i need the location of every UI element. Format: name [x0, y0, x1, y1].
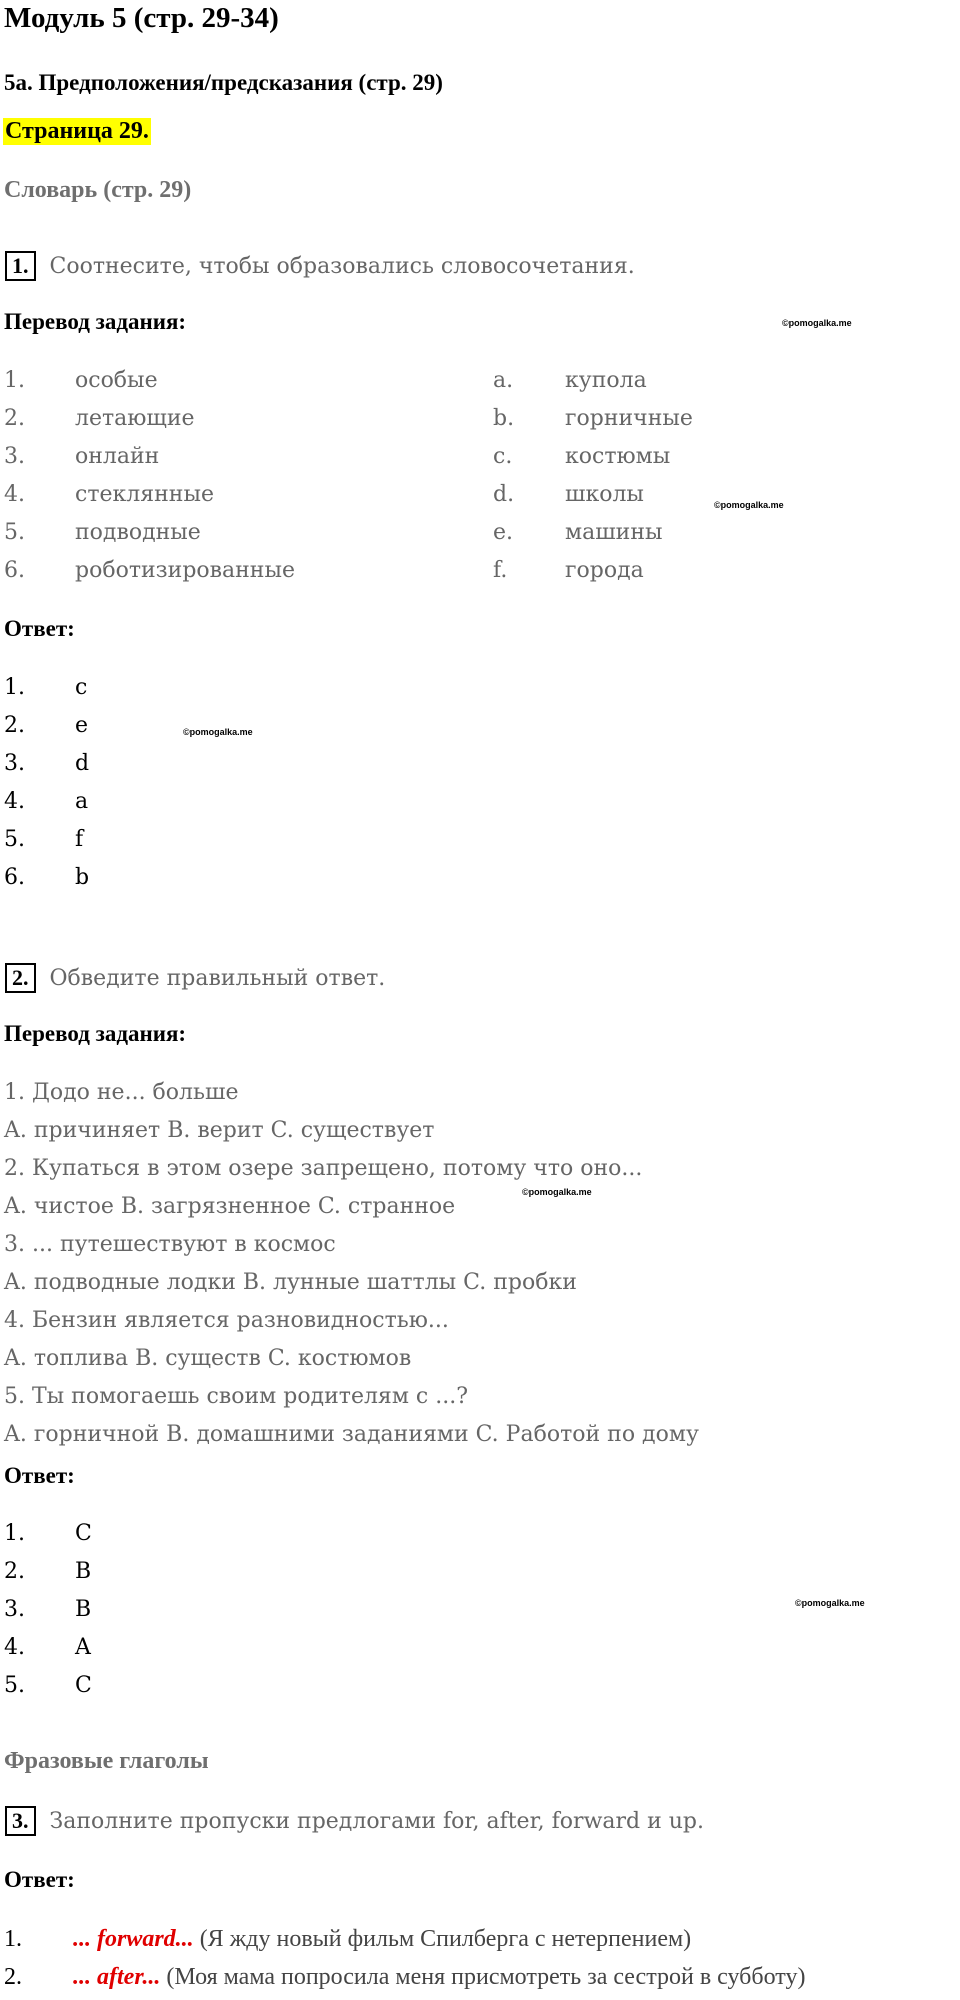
task3-number: 3. [5, 1806, 36, 1836]
item-word: роботизированные [75, 558, 295, 583]
item-number: 1. [4, 368, 25, 393]
answer-value: A [75, 1635, 91, 1660]
answer-number: 2. [4, 713, 25, 738]
task2-header [5, 963, 385, 993]
answer-value: C [75, 1521, 92, 1546]
question-line: A. чистое B. загрязненное C. странное [4, 1194, 456, 1219]
answer-value: d [75, 751, 90, 776]
answer-preposition: ... forward... [73, 1926, 194, 1952]
watermark: ©pomogalka.me [522, 1187, 592, 1197]
answer-number: 2. [4, 1964, 22, 1990]
item-letter: a. [493, 368, 514, 393]
question-line: A. топлива B. существ C. костюмов [4, 1346, 412, 1371]
question-line: A. горничной B. домашними заданиями C. Работой по дому [4, 1422, 699, 1447]
item-word: онлайн [75, 444, 160, 469]
item-letter: f. [493, 558, 508, 583]
item-number: 2. [4, 406, 25, 431]
answer-number: 4. [4, 789, 25, 814]
task1-translation-label: Перевод задания: [4, 309, 187, 334]
item-word: школы [565, 482, 644, 507]
question-line: A. причиняет B. верит C. существует [4, 1118, 435, 1143]
answer-number: 3. [4, 1597, 25, 1622]
answer-value: e [75, 713, 89, 738]
item-letter: e. [493, 520, 514, 545]
answer-value: c [75, 675, 88, 700]
answer-number: 3. [4, 751, 25, 776]
answer-line [73, 1926, 691, 1953]
answer-number: 1. [4, 675, 25, 700]
answer-value: B [75, 1559, 92, 1584]
item-word: купола [565, 368, 647, 393]
watermark: ©pomogalka.me [782, 318, 852, 328]
question-line: 1. Додо не... больше [4, 1080, 239, 1105]
item-number: 6. [4, 558, 25, 583]
answer-line [73, 1964, 805, 1991]
watermark: ©pomogalka.me [795, 1598, 865, 1608]
question-line: 3. ... путешествуют в космос [4, 1232, 336, 1257]
item-number: 4. [4, 482, 25, 507]
answer-value: b [75, 865, 90, 890]
item-number: 5. [4, 520, 25, 545]
item-word: стеклянные [75, 482, 214, 507]
answer-number: 5. [4, 1673, 25, 1698]
task2-translation-label: Перевод задания: [4, 1021, 187, 1046]
task1-instruction: Соотнесите, чтобы образовались словосочетания. [49, 254, 635, 279]
item-word: летающие [75, 406, 195, 431]
task1-number: 1. [5, 251, 36, 281]
answer-number: 4. [4, 1635, 25, 1660]
answer-value: a [75, 789, 89, 814]
answer-number: 2. [4, 1559, 25, 1584]
page-title: Модуль 5 (стр. 29-34) [4, 2, 279, 34]
answer-number: 1. [4, 1926, 22, 1952]
answer-preposition: ... after... [73, 1964, 161, 1990]
task1-header [5, 251, 635, 281]
answer-translation: (Я жду новый фильм Спилберга с нетерпением) [199, 1926, 692, 1952]
watermark: ©pomogalka.me [183, 727, 253, 737]
answer-value: f [75, 827, 84, 852]
page-label: Страница 29. [5, 118, 149, 144]
phrasal-verbs-heading: Фразовые глаголы [4, 1748, 209, 1774]
task3-header [5, 1806, 704, 1836]
answer-value: C [75, 1673, 92, 1698]
item-letter: d. [493, 482, 515, 507]
item-word: подводные [75, 520, 201, 545]
question-line: 5. Ты помогаешь своим родителям с ...? [4, 1384, 469, 1409]
question-line: 2. Купаться в этом озере запрещено, потому что оно... [4, 1156, 643, 1181]
task2-number: 2. [5, 963, 36, 993]
answer-number: 5. [4, 827, 25, 852]
question-line: A. подводные лодки B. лунные шаттлы C. пробки [4, 1270, 577, 1295]
item-word: особые [75, 368, 158, 393]
item-letter: b. [493, 406, 515, 431]
item-word: города [565, 558, 644, 583]
item-letter: c. [493, 444, 513, 469]
item-word: горничные [565, 406, 693, 431]
answer-number: 1. [4, 1521, 25, 1546]
task1-answer-label: Ответ: [4, 616, 75, 641]
answer-translation: (Моя мама попросила меня присмотреть за сестрой в субботу) [166, 1964, 806, 1990]
question-line: 4. Бензин является разновидностью... [4, 1308, 449, 1333]
task2-instruction: Обведите правильный ответ. [49, 966, 386, 991]
answer-value: B [75, 1597, 92, 1622]
item-number: 3. [4, 444, 25, 469]
task2-answer-label: Ответ: [4, 1463, 75, 1488]
task3-instruction: Заполните пропуски предлогами for, after, forward и up. [49, 1809, 705, 1834]
task3-answer-label: Ответ: [4, 1867, 75, 1892]
answer-number: 6. [4, 865, 25, 890]
item-word: машины [565, 520, 663, 545]
watermark: ©pomogalka.me [714, 500, 784, 510]
vocab-heading: Словарь (стр. 29) [4, 177, 192, 203]
item-word: костюмы [565, 444, 671, 469]
lesson-subtitle: 5a. Предположения/предсказания (стр. 29) [4, 70, 443, 95]
